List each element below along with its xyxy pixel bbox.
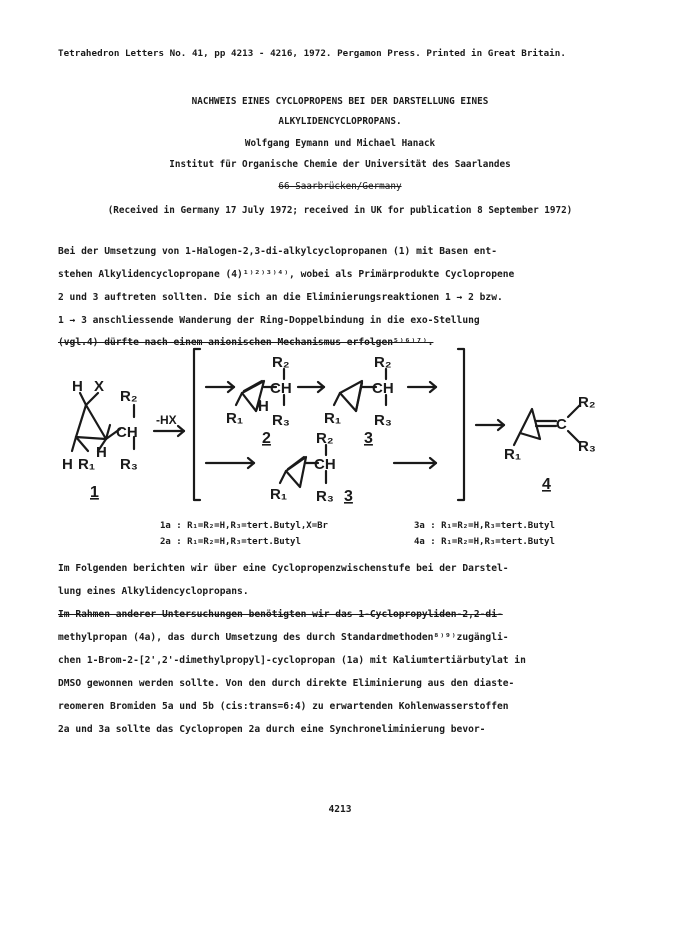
city: 66 Saarbrücken/Germany (278, 181, 402, 192)
atom-r3: R₃ (374, 412, 392, 429)
paragraph-3-line: methylpropan (4a), das durch Umsetzung des durch Standardmethoden⁸⁾⁹⁾zugängli- (58, 632, 509, 643)
atom-r3: R₃ (316, 488, 334, 505)
atom-r3: R₃ (120, 456, 138, 473)
caption-right-line: 3a : R₁=R₂=H,R₃=tert.Butyl (414, 521, 555, 531)
compound-label-1: 1 (90, 484, 99, 501)
paragraph-1-line: Bei der Umsetzung von 1-Halogen-2,3-di-alkylcyclopropanen (1) mit Basen ent- (58, 246, 497, 257)
atom-r2: R₂ (316, 430, 334, 447)
paragraph-1-line: (vgl.4) dürfte nach einem anionischen Mechanismus erfolgen⁵⁾⁶⁾⁷⁾. (58, 337, 434, 348)
article-title-line-2: ALKYLIDENCYCLOPROPANS. (278, 116, 402, 127)
article-title-line-1: NACHWEIS EINES CYCLOPROPENS BEI DER DARSTELLUNG EINES (191, 96, 489, 107)
atom-r2: R₂ (272, 354, 290, 371)
atom-h: H (62, 456, 73, 473)
journal-citation-line: Tetrahedron Letters No. 41, pp 4213 - 4216, 1972. Pergamon Press. Printed in Great Britain. (58, 48, 566, 59)
atom-r1: R₁ (78, 456, 96, 473)
bracket-right (458, 349, 464, 500)
caption-left-line: 1a : R₁=R₂=H,R₃=tert.Butyl,X=Br (160, 521, 328, 531)
atom-r3: R₃ (272, 412, 290, 429)
received-line: (Received in Germany 17 July 1972; received in UK for publication 8 September 1972) (107, 205, 573, 216)
page-number: 4213 (328, 804, 352, 815)
atom-ch: CH (314, 456, 336, 473)
caption-left-line: 2a : R₁=R₂=H,R₃=tert.Butyl (160, 537, 301, 547)
compound-label-3-bottom: 3 (344, 488, 353, 505)
caption-right-line: 4a : R₁=R₂=H,R₃=tert.Butyl (414, 537, 555, 547)
paragraph-3-line: Im Rahmen anderer Untersuchungen benötigten wir das 1-Cyclopropyliden-2,2-di- (58, 609, 503, 620)
compound-4-ring (520, 409, 540, 439)
paragraph-1-line: 2 und 3 auftreten sollten. Die sich an die Eliminierungsreaktionen 1 → 2 bzw. (58, 292, 503, 303)
institute: Institut für Organische Chemie der Universität des Saarlandes (169, 159, 511, 170)
paragraph-3-line: DMSO gewonnen werden sollte. Von den durch direkte Eliminierung aus den diaste- (58, 678, 515, 689)
atom-h: H (72, 378, 83, 395)
atom-c: C (556, 416, 567, 433)
atom-r2: R₂ (120, 388, 138, 405)
paragraph-3-line: 2a und 3a sollte das Cyclopropen 2a durch eine Synchroneliminierung bevor- (58, 724, 486, 735)
compound-1-ring (76, 405, 106, 439)
authors: Wolfgang Eymann und Michael Hanack (244, 138, 436, 149)
atom-r2: R₂ (374, 354, 392, 371)
compound-3-ring-bottom (286, 457, 306, 487)
reaction-scheme (58, 345, 618, 515)
atom-ch: CH (116, 424, 138, 441)
paragraph-2-line: lung eines Alkylidencyclopropans. (58, 586, 249, 597)
atom-ch: CH (270, 380, 292, 397)
atom-r1: R₁ (324, 410, 342, 427)
paragraph-3-line: reomeren Bromiden 5a und 5b (cis:trans=6:4) zu erwartenden Kohlenwasserstoffen (58, 701, 509, 712)
atom-x: X (94, 378, 105, 395)
atom-r1: R₁ (270, 486, 288, 503)
hx-label: -HX (156, 413, 177, 427)
atom-r1: R₁ (226, 410, 244, 427)
compound-label-4: 4 (542, 476, 551, 493)
paragraph-3-line: chen 1-Brom-2-[2',2'-dimethylpropyl]-cyclopropan (1a) mit Kaliumtertiärbutylat in (58, 655, 526, 666)
atom-r2: R₂ (578, 394, 596, 411)
compound-label-2: 2 (262, 430, 271, 447)
atom-r1: R₁ (504, 446, 522, 463)
atom-h: H (258, 398, 269, 415)
compound-label-3: 3 (364, 430, 373, 447)
paragraph-2-line: Im Folgenden berichten wir über eine Cyclopropenzwischenstufe bei der Darstel- (58, 563, 509, 574)
bracket-left (194, 349, 200, 500)
atom-r3: R₃ (578, 438, 596, 455)
paragraph-1-line: stehen Alkylidencyclopropane (4)¹⁾²⁾³⁾⁴⁾, wobei als Primärprodukte Cyclopropene (58, 269, 515, 280)
atom-h: H (96, 444, 107, 461)
paragraph-1-line: 1 → 3 anschliessende Wanderung der Ring-Doppelbindung in die exo-Stellung (58, 315, 480, 326)
atom-ch: CH (372, 380, 394, 397)
